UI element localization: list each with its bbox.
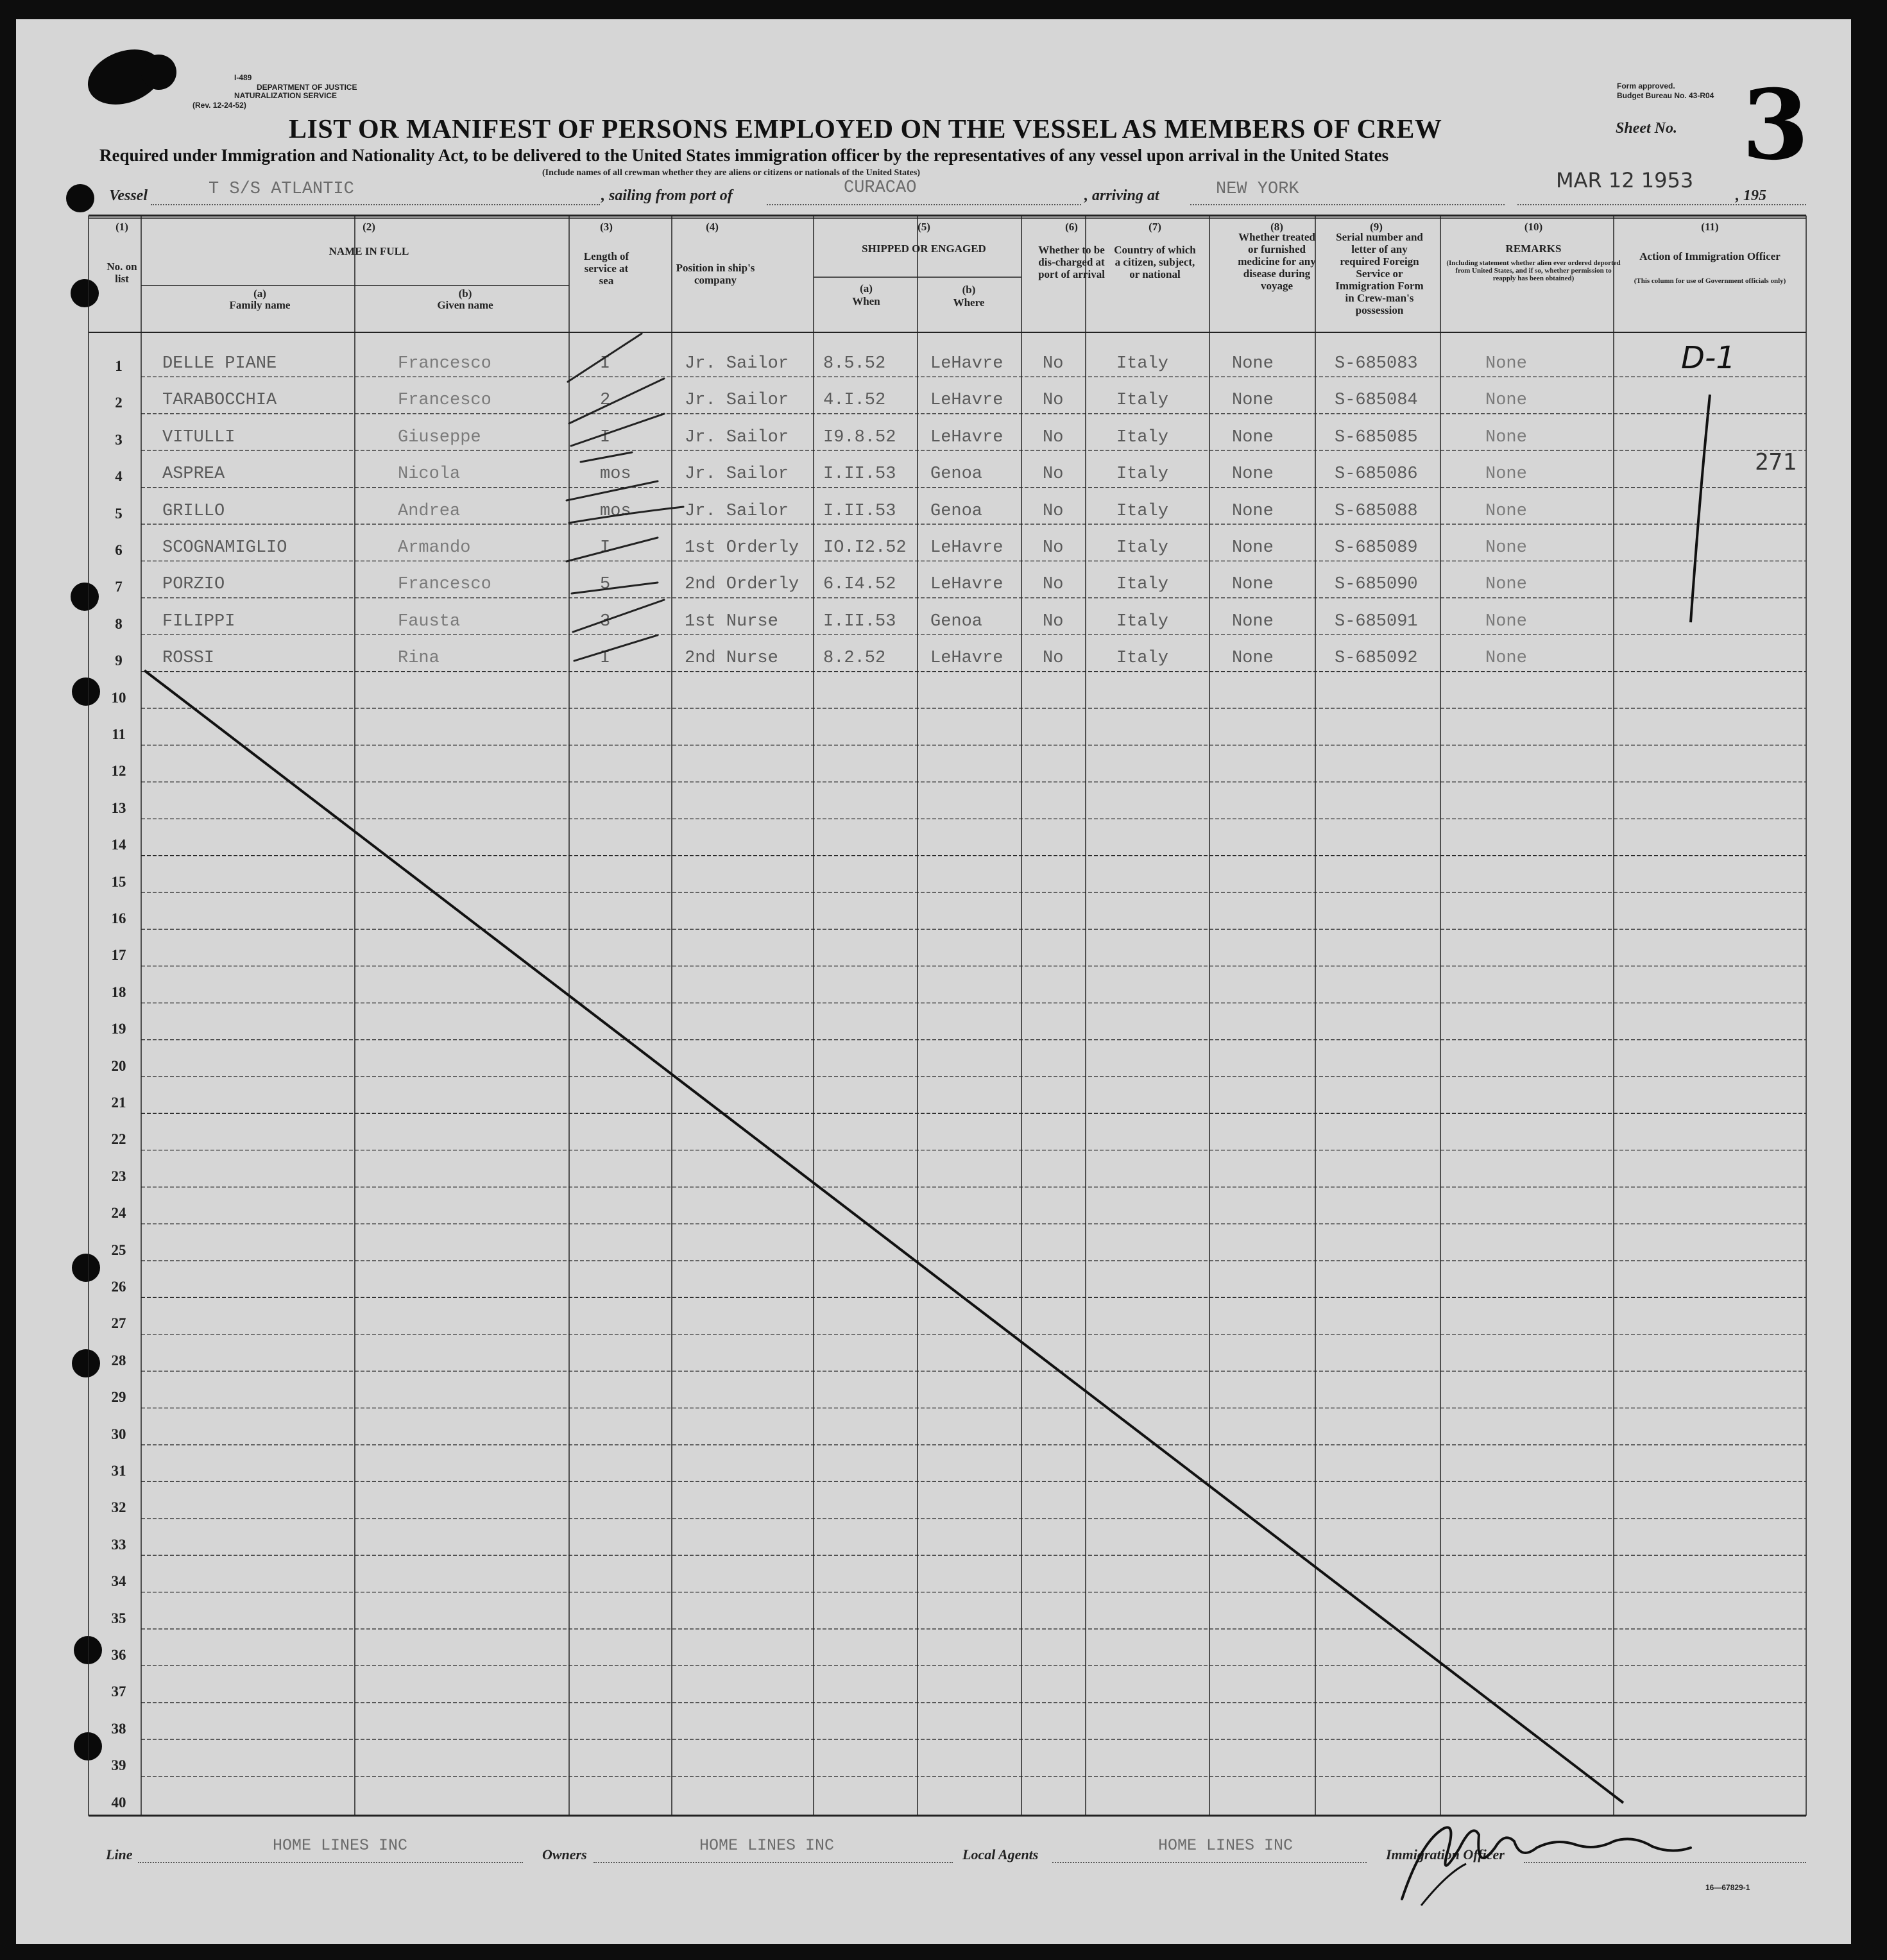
remarks-cell: None: [1485, 575, 1527, 595]
agents-underline: [1052, 1862, 1367, 1863]
row-number: 30: [111, 1426, 126, 1442]
col-10-number: (10): [1524, 221, 1543, 233]
row-number: 5: [115, 505, 123, 522]
row-number: 26: [111, 1279, 126, 1295]
family-name-cell: FILIPPI: [162, 611, 235, 631]
col-6-header: Whether to be dis-charged at port of arrival: [1038, 244, 1105, 280]
owners-label: Owners: [542, 1846, 587, 1862]
position-cell: 1st Nurse: [685, 611, 778, 631]
col-11-note: (This column for use of Government officials only): [1634, 277, 1786, 285]
col-8-header: Whether treated or furnished medicine for any disease during voyage: [1238, 231, 1316, 292]
col-5b-tag: (b): [962, 284, 976, 296]
row-number: 22: [111, 1131, 126, 1148]
serial-number-cell: S-685088: [1335, 501, 1418, 521]
row-number: 18: [111, 984, 126, 1000]
budget-bureau: Budget Bureau No. 43-R04: [1617, 91, 1714, 100]
manifest-sheet: [16, 19, 1851, 1944]
position-cell: Jr. Sailor: [685, 464, 789, 484]
row-number: 24: [111, 1205, 126, 1222]
remarks-cell: None: [1485, 611, 1527, 631]
row-number: 11: [112, 726, 126, 742]
void-diagonal-line: [16, 19, 1851, 1944]
medicine-cell: None: [1232, 611, 1274, 631]
shipped-when-cell: I.II.53: [823, 611, 896, 631]
row-number: 32: [111, 1499, 126, 1516]
col-2a-header: Family name: [229, 299, 291, 311]
family-name-cell: GRILLO: [162, 501, 225, 521]
col-7-number: (7): [1148, 221, 1161, 233]
col-2-number: (2): [363, 221, 375, 233]
length-of-service-cell: I: [600, 427, 611, 447]
col-5-header: SHIPPED OR ENGAGED: [862, 243, 986, 255]
row-number: 9: [115, 652, 123, 669]
discharge-cell: No: [1043, 501, 1064, 521]
serial-number-cell: S-685085: [1335, 427, 1418, 447]
page-count: 271: [1755, 449, 1797, 475]
col-5b-header: Where: [953, 296, 985, 309]
remarks-cell: None: [1485, 538, 1527, 558]
row-number: 13: [111, 799, 126, 816]
shipped-where-cell: LeHavre: [930, 427, 1003, 447]
col-2b-tag: (b): [458, 287, 472, 300]
medicine-cell: None: [1232, 538, 1274, 558]
port-value: CURACAO: [844, 178, 917, 198]
row-number: 28: [111, 1352, 126, 1368]
officer-label: Immigration Officer: [1386, 1846, 1505, 1862]
remarks-cell: None: [1485, 391, 1527, 411]
position-cell: 1st Orderly: [685, 538, 799, 558]
given-name-cell: Nicola: [398, 464, 461, 484]
length-of-service-cell: I: [600, 538, 611, 558]
row-number: 17: [111, 947, 126, 964]
line-label: Line: [106, 1846, 133, 1862]
col-6-number: (6): [1065, 221, 1078, 233]
form-id: I-489: [234, 73, 252, 82]
col-3-number: (3): [600, 221, 613, 233]
row-number: 20: [111, 1057, 126, 1074]
row-number: 15: [111, 873, 126, 890]
vessel-value: T S/S ATLANTIC: [209, 180, 354, 199]
country-cell: Italy: [1116, 538, 1169, 558]
shipped-when-cell: 8.5.52: [823, 354, 886, 373]
row-number: 3: [115, 431, 123, 448]
position-cell: Jr. Sailor: [685, 391, 789, 411]
remarks-cell: None: [1485, 649, 1527, 669]
sailing-label: , sailing from port of: [601, 187, 733, 204]
length-of-service-cell: mos: [600, 501, 631, 521]
row-number: 6: [115, 542, 123, 558]
length-of-service-cell: 3: [600, 611, 611, 631]
col-11-header: Action of Immigration Officer: [1639, 250, 1780, 262]
row-number: 33: [111, 1536, 126, 1553]
col-9-header: Serial number and letter of any required Foreign Service or Immigration Form in Crew-man's possession: [1335, 231, 1424, 316]
family-name-cell: VITULLI: [162, 427, 235, 447]
row-number: 1: [115, 358, 123, 374]
shipped-when-cell: I9.8.52: [823, 427, 896, 447]
country-cell: Italy: [1116, 575, 1169, 595]
arrival-value: NEW YORK: [1216, 180, 1299, 199]
country-cell: Italy: [1116, 611, 1169, 631]
col-4-number: (4): [706, 221, 719, 233]
row-number: 2: [115, 395, 123, 411]
medicine-cell: None: [1232, 391, 1274, 411]
row-number: 31: [111, 1463, 126, 1479]
country-cell: Italy: [1116, 501, 1169, 521]
row-number: 37: [111, 1683, 126, 1700]
year-label: , 195: [1736, 187, 1766, 204]
include-note: (Include names of all crewman whether they are aliens or citizens or nationals of the United States): [542, 168, 920, 178]
length-of-service-cell: mos: [600, 464, 631, 484]
shipped-where-cell: LeHavre: [930, 538, 1003, 558]
position-cell: Jr. Sailor: [685, 501, 789, 521]
discharge-cell: No: [1043, 538, 1064, 558]
row-number: 35: [111, 1610, 126, 1626]
owners-value: HOME LINES INC: [699, 1836, 835, 1855]
col-8-number: (8): [1270, 221, 1283, 233]
discharge-cell: No: [1043, 391, 1064, 411]
medicine-cell: None: [1232, 427, 1274, 447]
arriving-label: , arriving at: [1084, 187, 1159, 204]
discharge-cell: No: [1043, 611, 1064, 631]
row-number: 7: [115, 579, 123, 595]
col-2a-tag: (a): [253, 287, 266, 300]
officer-signature: [1383, 1803, 1742, 1918]
row-number: 39: [111, 1757, 126, 1774]
row-number: 14: [111, 837, 126, 853]
medicine-cell: None: [1232, 501, 1274, 521]
medicine-cell: None: [1232, 575, 1274, 595]
row-number: 25: [111, 1241, 126, 1258]
discharge-cell: No: [1043, 354, 1064, 373]
remarks-cell: None: [1485, 427, 1527, 447]
serial-number-cell: S-685091: [1335, 611, 1418, 631]
length-of-service-cell: 5: [600, 575, 611, 595]
shipped-where-cell: Genoa: [930, 501, 983, 521]
required-under: Required under Immigration and Nationality Act, to be delivered to the United States immigration officer by the representatives of any vessel upon arrival in the United States: [99, 146, 1389, 165]
row-number: 4: [115, 468, 123, 485]
owners-underline: [593, 1862, 953, 1863]
sheet-label: Sheet No.: [1616, 120, 1677, 137]
shipped-where-cell: Genoa: [930, 464, 983, 484]
given-name-cell: Francesco: [398, 575, 491, 595]
row-number: 23: [111, 1168, 126, 1184]
family-name-cell: TARABOCCHIA: [162, 391, 277, 411]
country-cell: Italy: [1116, 354, 1169, 373]
row-number: 8: [115, 615, 123, 632]
serial-number-cell: S-685086: [1335, 464, 1418, 484]
medicine-cell: None: [1232, 464, 1274, 484]
given-name-cell: Francesco: [398, 354, 491, 373]
remarks-cell: None: [1485, 464, 1527, 484]
serial-number-cell: S-685084: [1335, 391, 1418, 411]
col-1-number: (1): [115, 221, 128, 233]
sheet-number: 3: [1742, 69, 1809, 182]
row-number: 10: [111, 689, 126, 706]
discharge-cell: No: [1043, 575, 1064, 595]
family-name-cell: DELLE PIANE: [162, 354, 277, 373]
row-number: 36: [111, 1647, 126, 1663]
row-number: 16: [111, 910, 126, 926]
row-number: 34: [111, 1573, 126, 1590]
family-name-cell: SCOGNAMIGLIO: [162, 538, 287, 558]
form-revision: (Rev. 12-24-52): [192, 101, 246, 110]
agents-value: HOME LINES INC: [1158, 1836, 1294, 1855]
dept-line-1: DEPARTMENT OF JUSTICE: [257, 83, 357, 92]
agents-label: Local Agents: [962, 1846, 1039, 1862]
shipped-when-cell: 8.2.52: [823, 649, 886, 669]
col-4-header: Position in ship's company: [676, 262, 755, 286]
shipped-where-cell: LeHavre: [930, 649, 1003, 669]
row-number: 19: [111, 1021, 126, 1037]
given-name-cell: Fausta: [398, 611, 461, 631]
col-5a-tag: (a): [860, 282, 873, 294]
position-cell: 2nd Orderly: [685, 575, 799, 595]
form-approved: Form approved.: [1617, 81, 1675, 90]
given-name-cell: Andrea: [398, 501, 461, 521]
discharge-cell: No: [1043, 427, 1064, 447]
position-cell: Jr. Sailor: [685, 354, 789, 373]
remarks-cell: None: [1485, 501, 1527, 521]
dept-line-2: NATURALIZATION SERVICE: [234, 91, 337, 100]
position-cell: Jr. Sailor: [685, 427, 789, 447]
date-stamp: MAR 12 1953: [1556, 168, 1694, 192]
remarks-cell: None: [1485, 354, 1527, 373]
col-9-number: (9): [1370, 221, 1383, 233]
shipped-when-cell: I.II.53: [823, 464, 896, 484]
row-number: 40: [111, 1794, 126, 1811]
discharge-cell: No: [1043, 649, 1064, 669]
medicine-cell: None: [1232, 649, 1274, 669]
shipped-when-cell: IO.I2.52: [823, 538, 907, 558]
col-7-header: Country of which a citizen, subject, or national: [1114, 244, 1196, 280]
family-name-cell: PORZIO: [162, 575, 225, 595]
line-value: HOME LINES INC: [273, 1836, 408, 1855]
shipped-where-cell: LeHavre: [930, 575, 1003, 595]
given-name-cell: Armando: [398, 538, 471, 558]
position-cell: 2nd Nurse: [685, 649, 778, 669]
row-number: 21: [111, 1095, 126, 1111]
length-of-service-cell: 2: [600, 391, 611, 411]
footer-code: 16—67829-1: [1705, 1883, 1750, 1892]
col-5a-header: When: [852, 295, 880, 307]
family-name-cell: ROSSI: [162, 649, 215, 669]
medicine-cell: None: [1232, 354, 1274, 373]
col-11-number: (11): [1701, 221, 1719, 233]
col-10-header: REMARKS: [1505, 243, 1562, 255]
serial-number-cell: S-685090: [1335, 575, 1418, 595]
length-of-service-cell: I: [600, 354, 611, 373]
col-2b-header: Given name: [437, 299, 493, 311]
shipped-where-cell: LeHavre: [930, 391, 1003, 411]
length-of-service-cell: I: [600, 649, 611, 669]
discharge-cell: No: [1043, 464, 1064, 484]
serial-number-cell: S-685083: [1335, 354, 1418, 373]
country-cell: Italy: [1116, 391, 1169, 411]
officer-mark: D-1: [1681, 340, 1736, 376]
col-1-header: No. on list: [107, 260, 137, 285]
shipped-when-cell: I.II.53: [823, 501, 896, 521]
given-name-cell: Rina: [398, 649, 440, 669]
col-10-note: (Including statement whether alien ever ordered deported from United States, and if so, whether permission to reapply has been obtained): [1446, 259, 1621, 282]
col-3-header: Length of service at sea: [583, 250, 629, 287]
col-5-number: (5): [918, 221, 930, 233]
country-cell: Italy: [1116, 427, 1169, 447]
shipped-where-cell: LeHavre: [930, 354, 1003, 373]
col-2-header: NAME IN FULL: [329, 245, 409, 257]
country-cell: Italy: [1116, 464, 1169, 484]
family-name-cell: ASPREA: [162, 464, 225, 484]
row-number: 12: [111, 763, 126, 780]
serial-number-cell: S-685092: [1335, 649, 1418, 669]
shipped-where-cell: Genoa: [930, 611, 983, 631]
row-number: 38: [111, 1720, 126, 1737]
given-name-cell: Francesco: [398, 391, 491, 411]
vessel-label: Vessel: [109, 187, 148, 204]
page-title: LIST OR MANIFEST OF PERSONS EMPLOYED ON THE VESSEL AS MEMBERS OF CREW: [289, 115, 1442, 144]
country-cell: Italy: [1116, 649, 1169, 669]
shipped-when-cell: 4.I.52: [823, 391, 886, 411]
serial-number-cell: S-685089: [1335, 538, 1418, 558]
given-name-cell: Giuseppe: [398, 427, 481, 447]
row-number: 29: [111, 1389, 126, 1406]
line-underline: [138, 1862, 523, 1863]
shipped-when-cell: 6.I4.52: [823, 575, 896, 595]
row-number: 27: [111, 1315, 126, 1332]
